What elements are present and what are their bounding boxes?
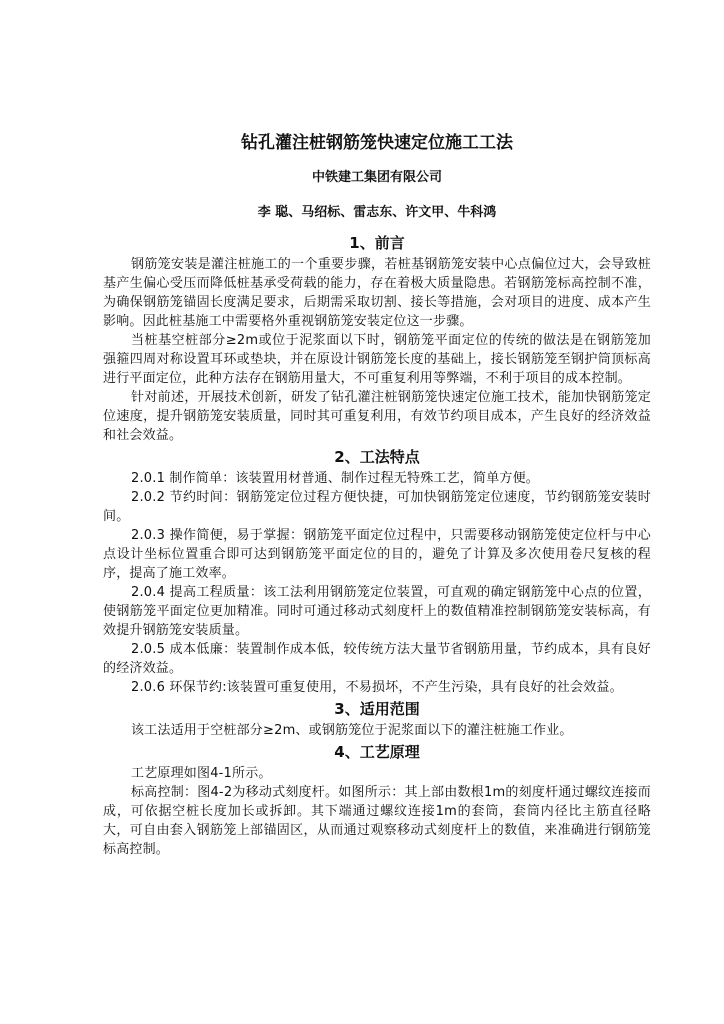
paragraph: 2.0.6 环保节约:该装置可重复使用，不易损坏，不产生污染，具有良好的社会效益。 — [131, 680, 623, 695]
paragraph: 标高控制：图4-2为移动式刻度杆。如图所示：其上部由数根1m的刻度杆通过螺纹连接而成，可依据空桩长度加长或拆卸。其下端通过螺纹连接1m的套筒，套筒内径比主筋直径略大，可自由套入钢筋笼上部锚固区，从而通过观察移动式刻度杆上的数值，来准确进行钢筋笼标高控制。 — [103, 785, 651, 857]
paragraph: 针对前述，开展技术创新，研发了钻孔灌注桩钢筋笼快速定位施工技术，能加快钢筋笼定位速度，提升钢筋笼安装质量，同时其可重复利用，有效节约项目成本，产生良好的经济效益和社会效益。 — [103, 390, 651, 443]
paragraph: 2.0.3 操作简便，易于掌握：钢筋笼平面定位过程中，只需要移动钢筋笼使定位杆与中心点设计坐标位置重合即可达到钢筋笼平面定位的目的，避免了计算及多次使用卷尺复核的程序，提高了施工效率。 — [103, 528, 651, 581]
paragraph: 2.0.4 提高工程质量：该工法利用钢筋笼定位装置，可直观的确定钢筋笼中心点的位置，使钢筋笼平面定位更加精准。同时可通过移动式刻度杆上的数值精准控制钢筋笼安装标高，有效提升钢筋笼安装质量。 — [103, 585, 651, 638]
paragraph: 当桩基空桩部分≥2m或位于泥浆面以下时，钢筋笼平面定位的传统的做法是在钢筋笼加强箍四周对称设置耳环或垫块，并在原设计钢筋笼长度的基础上，接长钢筋笼至钢护筒顶标高进行平面定位，此种方法存在钢筋用量大，不可重复利用等弊端，不利于项目的成本控制。 — [103, 333, 651, 386]
organization-name: 中铁建工集团有限公司 — [311, 170, 442, 185]
section-heading: 2、工法特点 — [334, 448, 420, 466]
paragraph: 钢筋笼安装是灌注桩施工的一个重要步骤，若桩基钢筋笼安装中心点偏位过大，会导致桩基产生偏心受压而降低桩基承受荷载的能力，存在着极大质量隐患。若钢筋笼标高控制不准，为确保钢筋笼锚固长度满足要求，后期需采取切割、接长等措施，会对项目的进度、成本产生影响。因此桩基施工中需要格外重视钢筋笼安装定位这一步骤。 — [103, 257, 651, 329]
section-heading: 3、适用范围 — [334, 700, 420, 718]
paragraph: 2.0.1 制作简单：该装置用材普通、制作过程无特殊工艺，简单方便。 — [131, 471, 540, 486]
paragraph: 2.0.2 节约时间：钢筋笼定位过程方便快捷，可加快钢筋笼定位速度，节约钢筋笼安装时间。 — [103, 490, 651, 524]
section-scope — [103, 697, 651, 740]
paragraph: 2.0.5 成本低廉：装置制作成本低，较传统方法大量节省钢筋用量，节约成本，具有良好的经济效益。 — [103, 642, 651, 676]
document-page — [103, 128, 651, 859]
section-heading: 1、前言 — [349, 234, 405, 252]
paragraph: 该工法适用于空桩部分≥2m、或钢筋笼位于泥浆面以下的灌注桩施工作业。 — [131, 723, 573, 738]
section-heading: 4、工艺原理 — [334, 743, 420, 761]
section-features — [103, 445, 651, 697]
paragraph: 工艺原理如图4-1所示。 — [131, 766, 272, 781]
section-introduction — [103, 231, 651, 445]
author-list: 李 聪、马绍标、雷志东、许文甲、牛科鸿 — [257, 205, 497, 220]
document-title: 钻孔灌注桩钢筋笼快速定位施工工法 — [241, 133, 513, 153]
section-principle — [103, 740, 651, 859]
